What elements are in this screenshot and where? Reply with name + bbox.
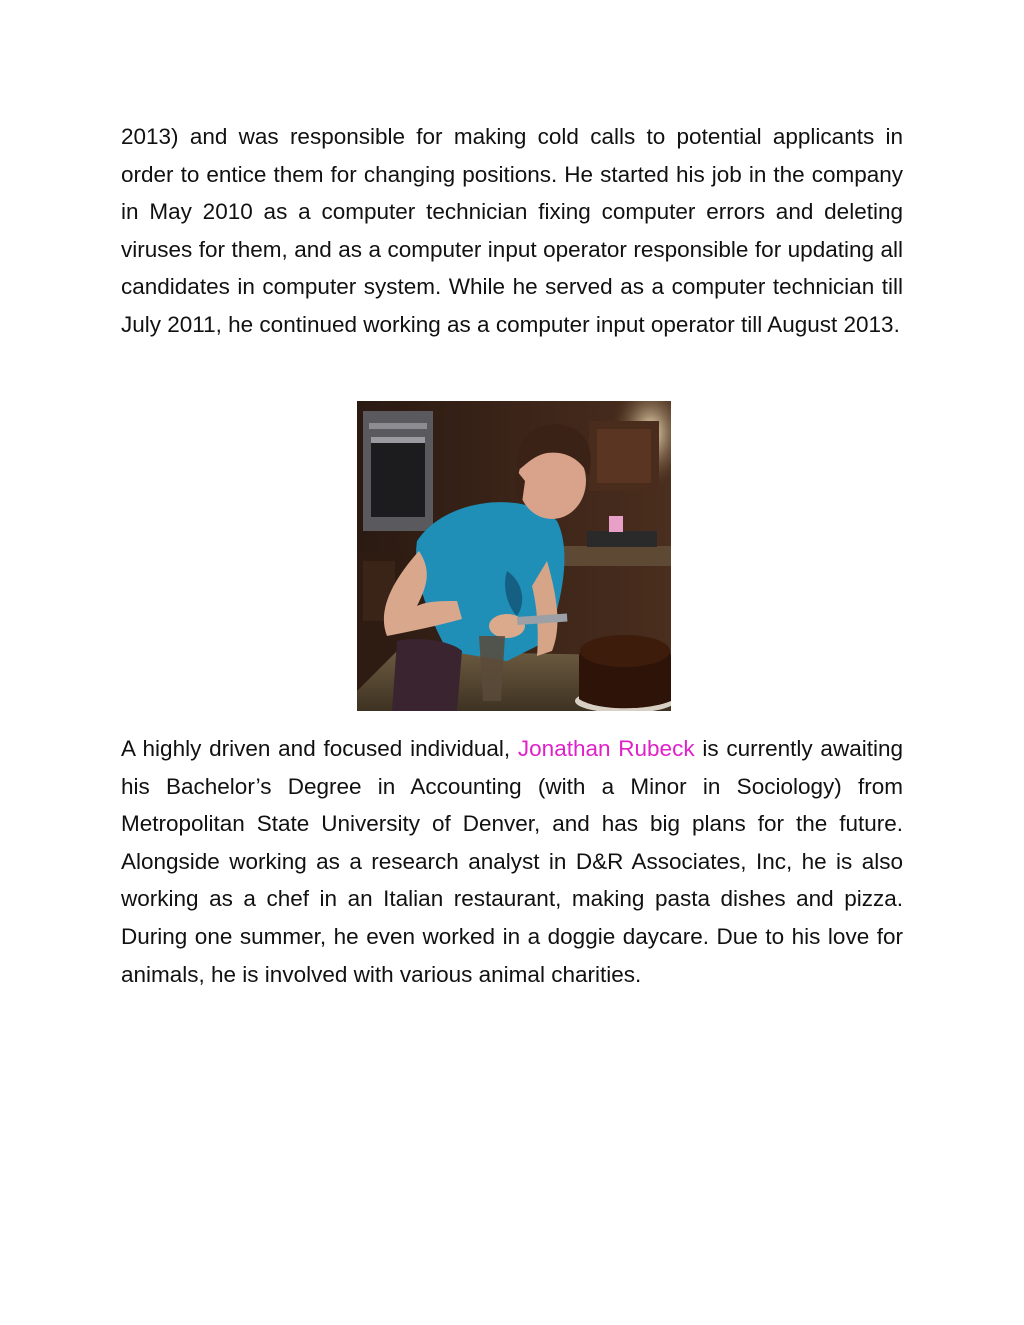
paragraph-career: 2013) and was responsible for making cold calls to potential applicants in order to entice them for changing positions. He started his job in the company in May 2010 as a computer technician fixing computer errors and deleting viruses for them, and as a computer input operator responsible for updating all candidates in computer system. While he served as a computer technician till July 2011, he continued working as a computer input operator till August 2013. [121,124,903,337]
paragraph-bio-intro: A highly driven and focused individual, [121,736,518,761]
person-photo-icon [357,401,671,711]
paragraph-bio [121,730,903,993]
jonathan-rubeck-link[interactable]: Jonathan Rubeck [517,736,695,761]
paragraph-bio-rest: is currently awaiting his Bachelor’s Degree in Accounting (with a Minor in Sociology) from Metropolitan State University of Denver, and has big plans for the future. Alongside working as a research analyst in D&R Associates, Inc, he is also working as a chef in an Italian restaurant, making pasta dishes and pizza. During one summer, he even worked in a doggie daycare. Due to his love for animals, he is involved with various animal charities. [121,736,903,987]
